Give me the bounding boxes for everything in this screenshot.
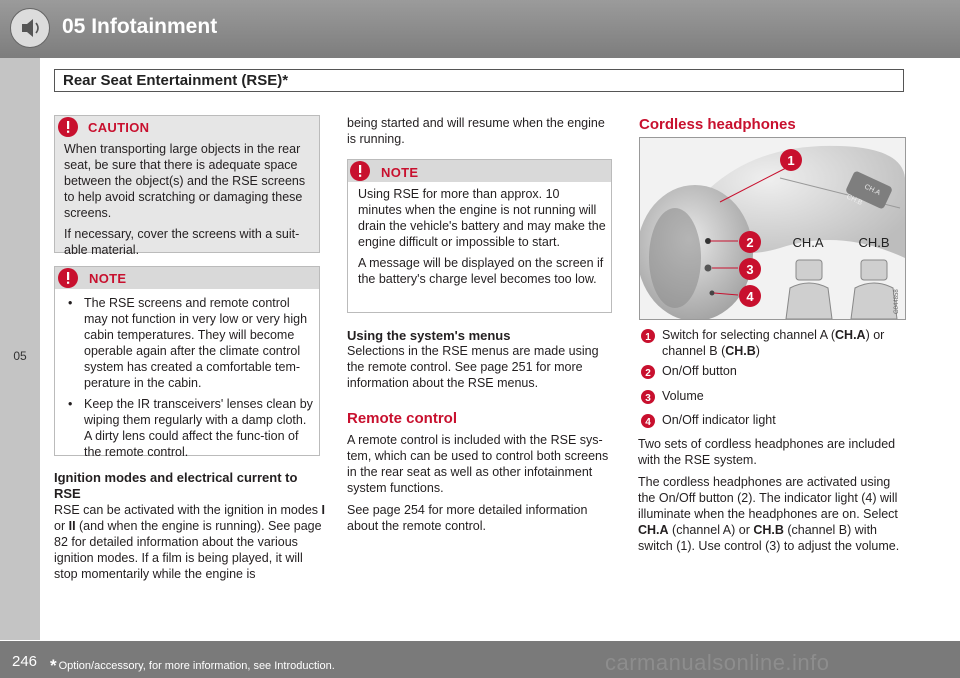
switch-label-b: CH.B (845, 193, 864, 207)
ignition-text-b: (and when the engine is running). See page 82 for detailed information about the various ignition modes. If a film is being played, it will stop momentarily while the engine is (54, 519, 322, 581)
callout-4-label: 4 (746, 289, 754, 304)
page-number: 246 (12, 653, 38, 670)
callout-2-label: 2 (746, 235, 754, 250)
speaker-icon-graphic (11, 9, 49, 47)
channel-a-label: CH.A (792, 235, 824, 250)
ignition-text-or: or (54, 519, 69, 533)
switch-label-a: CH.A (863, 183, 882, 197)
figure-code: G044858 (894, 289, 900, 314)
callout-1-label: 1 (787, 153, 795, 168)
legend-text-1c: ) (755, 344, 760, 358)
legend-bold-1b: CH.B (725, 344, 756, 358)
headphones-paragraph-1: Two sets of cordless headphones are included with the RSE system. (638, 437, 896, 467)
note-paragraph-2: A message will be displayed on the screen if the battery's charge level becomes too low. (358, 256, 604, 286)
ignition-mode-1: I (321, 503, 325, 517)
hp-chb: CH.B (753, 523, 784, 537)
legend-text-1a: Switch for selecting channel A ( (662, 328, 836, 342)
ignition-text-a: RSE can be activated with the ignition in modes (54, 503, 322, 517)
chapter-title: 05 Infotainment (62, 15, 218, 38)
caution-paragraph-2: If necessary, cover the screens with a suit-able material. (64, 227, 300, 257)
headphones-figure (639, 137, 906, 320)
callout-3-label: 3 (746, 262, 754, 277)
footnote-text: Option/accessory, for more information, see Introduction. (58, 660, 335, 672)
legend-num-4: 4 (645, 417, 651, 428)
remote-paragraph-2: See page 254 for more detailed information about the remote control. (347, 503, 588, 533)
legend-badge-3 (641, 390, 655, 404)
channel-b-label: CH.B (858, 235, 890, 250)
footnote (50, 656, 335, 676)
legend-item-2: On/Off button (662, 364, 737, 378)
hp-cha: CH.A (638, 523, 669, 537)
headphones-text (638, 436, 908, 554)
legend-badge-4 (641, 414, 655, 428)
note-item: • Keep the IR transceivers' lenses clean by wiping them regularly with a damp cloth. A dirty lens could affect the func-tion of the remote control. (62, 396, 316, 460)
watermark: carmanualsonline.info (605, 650, 830, 675)
note-icon-2 (350, 161, 370, 181)
legend-num-2: 2 (645, 368, 651, 379)
menus-heading: Using the system's menus (347, 328, 511, 343)
headphones-paragraph-2 (638, 474, 908, 554)
note-text-2 (358, 186, 606, 287)
ignition-mode-2: II (68, 519, 76, 533)
note-icon (58, 268, 78, 288)
legend-item-4: On/Off indicator light (662, 413, 776, 427)
note-title-1: NOTE (89, 271, 127, 286)
legend-num-3: 3 (645, 393, 651, 404)
hp-text-c: (channel B) with switch (1). Use control (3) to adjust the volume. (638, 523, 900, 553)
speaker-icon (10, 8, 50, 48)
hp-text-a: The cordless headphones are activated using the On/Off button (2). The indicator light (4) will illuminate when the headphones are on. Select (638, 475, 898, 521)
legend-text-1b: ) or channel B ( (662, 328, 885, 358)
note-list-1 (62, 295, 316, 465)
legend-num-1: 1 (645, 332, 651, 343)
caution-title: CAUTION (88, 120, 150, 135)
ignition-heading: Ignition modes and electrical current to RSE (54, 470, 298, 501)
note-paragraph-1: Using RSE for more than approx. 10 minutes when the engine is not running will drain the vehicle's battery and may make the engine difficult or impossible to start. (358, 187, 606, 249)
legend-item-3: Volume (662, 389, 704, 403)
footnote-star: * (50, 656, 57, 675)
remote-text (347, 432, 619, 534)
remote-heading: Remote control (347, 410, 458, 427)
ignition-text (54, 502, 326, 582)
legend-badge-2 (641, 365, 655, 379)
legend-bold-1a: CH.A (835, 328, 866, 342)
legend-item-1 (662, 327, 902, 359)
remote-paragraph-1: A remote control is included with the RSE sys-tem, which can be used to control both screens in the rear seat as well as other infotainment system functions. (347, 433, 609, 495)
hp-text-b: (channel A) or (668, 523, 754, 537)
note-title-2: NOTE (381, 165, 419, 180)
note-item: • The RSE screens and remote control may not function in very low or very high cabin temperatures. They will become operable again after the climate control system has created a comfortable tem-perature in the cabin. (62, 295, 316, 391)
caution-icon (58, 117, 78, 137)
side-chapter-number: 05 (13, 349, 27, 363)
headphones-heading: Cordless headphones (639, 116, 796, 133)
headphones-illustration (640, 138, 905, 319)
caution-paragraph-1: When transporting large objects in the rear seat, be sure that there is adequate space between the object(s) and the RSE screens to help avoid scratching or damaging these screens. (64, 142, 306, 220)
menus-text: Selections in the RSE menus are made using the remote control. See page 251 for more information about the RSE menus. (347, 344, 599, 390)
ignition-continued: being started and will resume when the engine is running. (347, 116, 605, 146)
section-title: Rear Seat Entertainment (RSE)* (63, 72, 289, 89)
legend-badge-1 (641, 329, 655, 343)
caution-text (64, 141, 314, 258)
